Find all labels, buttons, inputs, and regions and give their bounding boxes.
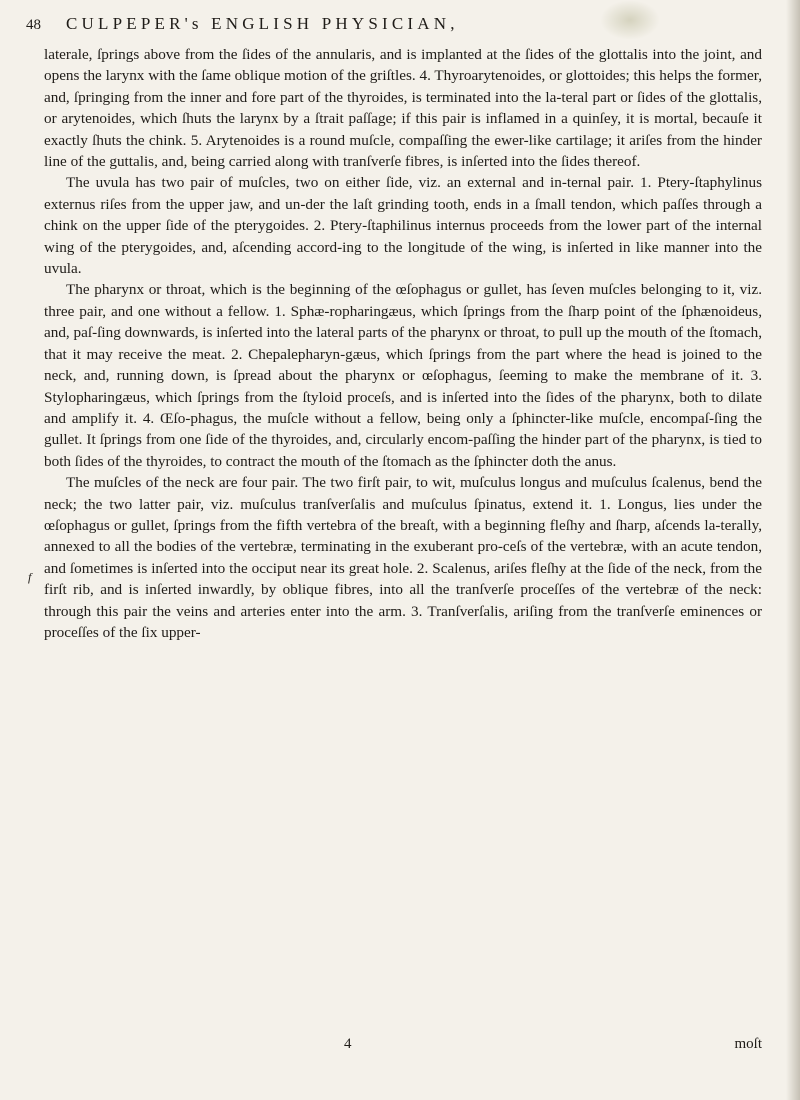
signature-mark: 4 <box>344 1036 352 1052</box>
paragraph: The uvula has two pair of muſcles, two on either ſide, viz. an external and in-ternal pair. 1. Ptery-ſtaphylinus externus riſes from the upper jaw, and un-der the laſt grinding tooth, ends in a ſmall tendon, which paſſes through a chink on the upper ſide of the pterygoides. 2. Ptery-ſtaphilinus internus proceeds from the lower part of the internal wing of the pterygoides, and, aſcending accord-ing to the longitude of the wing, is inſerted in like manner into the uvula. <box>44 174 762 278</box>
margin-mark: f <box>28 570 32 584</box>
running-head: CULPEPER's ENGLISH PHYSICIAN, <box>66 14 459 33</box>
paragraph: The muſcles of the neck are four pair. The two firſt pair, to wit, muſculus longus and muſculus ſcalenus, bend the neck; the two latter pair, viz. muſculus tranſverſalis and muſculus ſpinatus, extend it. 1. Longus, lies under the œſophagus or gullet, ſprings from the fifth vertebra of the breaſt, with a beginning fleſhy and ſharp, aſcends la-terally, annexed to all the bodies of the vertebræ, terminating in the exuberant pro-ceſs of the vertebræ, with an acute tendon, and ſometimes is inſerted into the occiput near its great hole. 2. Scalenus, ariſes fleſhy at the ſide of the neck, from the firſt rib, and is inſerted inwardly, by oblique fibres, into all the tranſverſe proceſſes of the vertebræ of the neck: through this pair the veins and arteries enter into the arm. 3. Tranſverſalis, ariſing from the tranſverſe eminences or proceſſes of the ſix upper- <box>44 474 762 641</box>
page-header <box>26 14 746 40</box>
page-edge-shadow <box>786 0 800 1100</box>
paragraph: The pharynx or throat, which is the beginning of the œſophagus or gullet, has ſeven muſcles belonging to it, viz. three pair, and one without a fellow. 1. Sphæ-ropharingæus, which ſprings from the ſharp point of the ſphænoideus, and, paſ-ſing downwards, is inſerted into the lateral parts of the pharynx or throat, to pull up the mouth of the ſtomach, that it may receive the meat. 2. Chepalepharyn-gæus, which ſprings from the part where the head is joined to the neck, and, running down, is ſpread about the pharynx or œſophagus, ſeeming to make the membrane of it. 3. Stylopharingæus, which ſprings from the ſtyloid proceſs, and is inſerted into the ſides of the pharynx, both to dilate and amplify it. 4. Œſo-phagus, the muſcle without a fellow, being only a ſphincter-like muſcle, encompaſ-ſing the gullet. It ſprings from one ſide of the thyroides, and, circularly encom-paſſing the hinder part of the pharynx, is tied to both ſides of the thyroides, to contract the mouth of the ſtomach as the ſphincter doth the anus. <box>44 281 762 470</box>
page-footer <box>44 1036 762 1053</box>
catchword: moſt <box>734 1036 762 1052</box>
page-number: 48 <box>26 17 41 33</box>
body-text <box>44 44 762 643</box>
paragraph: laterale, ſprings above from the ſides of the annularis, and is implanted at the ſides of the glottalis into the joint, and opens the larynx with the ſame oblique motion of the griſtles. 4. Thyroarytenoides, or glottoides; this helps the former, and, ſpringing from the inner and fore part of the thyroides, is terminated into the la-teral part or ſides of the glottalis, or arytenoides, which ſhuts the larynx by a ſtrait paſſage; if this pair is inflamed in a quinſey, it is mortal, becauſe it exactly ſhuts the chink. 5. Arytenoides is a round muſcle, compaſſing the ewer-like cartilage; it ariſes from the hinder line of the guttalis, and, being carried along with tranſverſe fibres, is inſerted into the ſides thereof. <box>44 46 762 171</box>
